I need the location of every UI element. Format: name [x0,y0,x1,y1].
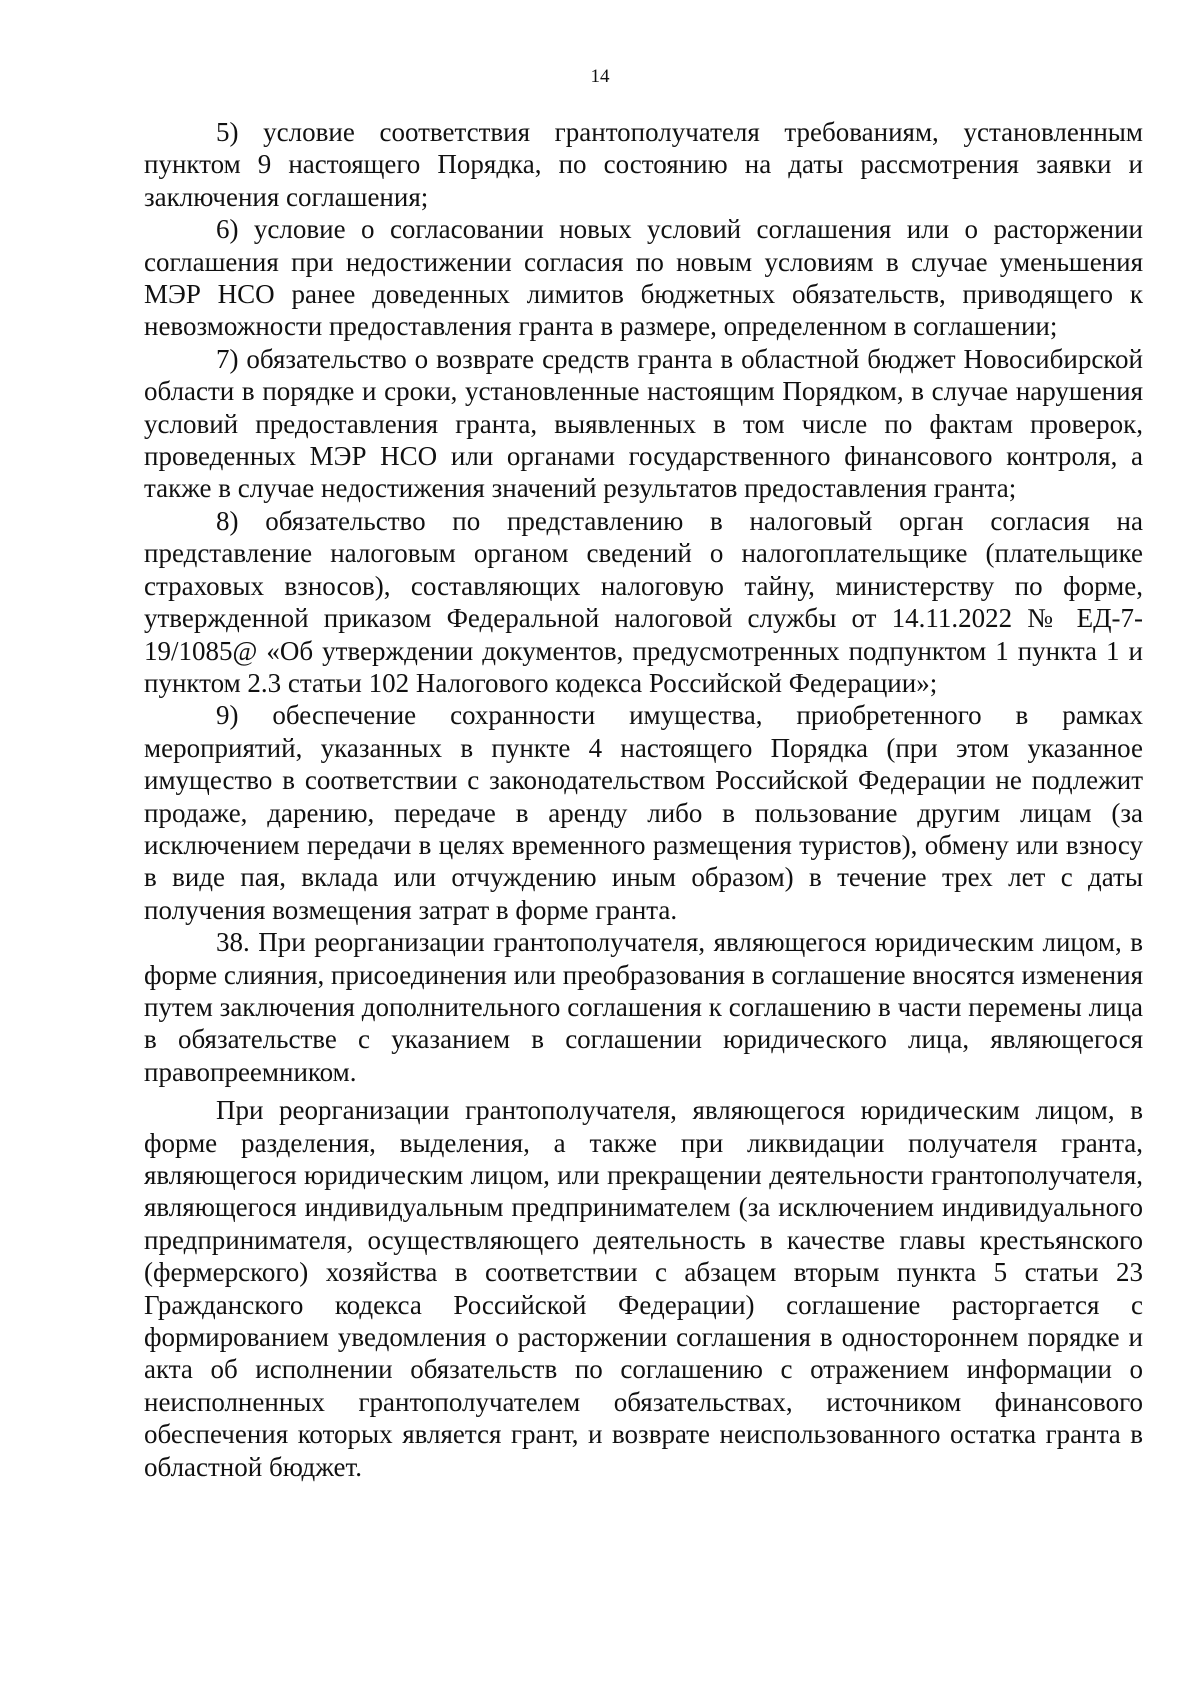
paragraph-item-7: 7) обязательство о возврате средств гранта в областной бюджет Новосибирской области в порядке и сроки, установленные настоящим Порядком, в случае нарушения условий предоставления гранта, выявленных в том числе по фактам проверок, проведенных МЭР НСО или органами государственного финансового контроля, а также в случае недостижения значений результатов предоставления гранта; [144,343,1143,504]
paragraph-item-9: 9) обеспечение сохранности имущества, приобретенного в рамках мероприятий, указанных в пункте 4 настоящего Порядка (при этом указанное имущество в соответствии с законодательством Российской Федерации не подлежит продаже, дарению, передаче в аренду либо в пользование другим лицам (за исключением передачи в целях временного размещения туристов), обмену или взносу в виде пая, вклада или отчуждению иным образом) в течение трех лет с даты получения возмещения затрат в форме гранта. [144,700,1143,925]
paragraph-item-6: 6) условие о согласовании новых условий соглашения или о расторжении соглашения при недостижении согласия по новым условиям в случае уменьшения МЭР НСО ранее доведенных лимитов бюджетных обязательств, приводящего к невозможности предоставления гранта в размере, определенном в соглашении; [144,214,1143,342]
paragraph-item-5: 5) условие соответствия грантополучателя требованиям, установленным пунктом 9 настоящего Порядка, по состоянию на даты рассмотрения заявки и заключения соглашения; [144,117,1143,212]
paragraph-clause-38-continued: При реорганизации грантополучателя, являющегося юридическим лицом, в форме разделения, выделения, а также при ликвидации получателя гранта, являющегося юридическим лицом, или прекращении деятельности грантополучателя, являющегося индивидуальным предпринимателем (за исключением индивидуального предпринимателя, осуществляющего деятельность в качестве главы крестьянского (фермерского) хозяйства в соответствии с абзацем вторым пункта 5 статьи 23 Гражданского кодекса Российской Федерации) соглашение расторгается с формированием уведомления о расторжении соглашения в одностороннем порядке и акта об исполнении обязательств по соглашению с отражением информации о неисполненных грантополучателем обязательствах, источником финансового обеспечения которых является грант, и возврате неиспользованного остатка гранта в областной бюджет. [144,1095,1143,1482]
document-body [144,116,1143,1483]
page-number: 14 [590,66,610,87]
paragraph-clause-38: 38. При реорганизации грантополучателя, являющегося юридическим лицом, в форме слияния, присоединения или преобразования в соглашение вносятся изменения путем заключения дополнительного соглашения к соглашению в части перемены лица в обязательстве с указанием в соглашении юридического лица, являющегося правопреемником. [144,927,1143,1087]
paragraph-item-8: 8) обязательство по представлению в налоговый орган согласия на представление налоговым органом сведений о налогоплательщике (плательщике страховых взносов), составляющих налоговую тайну, министерству по форме, утвержденной приказом Федеральной налоговой службы от 14.11.2022 № ЕД-7-19/1085@ «Об утверждении документов, предусмотренных подпунктом 1 пункта 1 и пунктом 2.3 статьи 102 Налогового кодекса Российской Федерации»; [144,505,1143,698]
